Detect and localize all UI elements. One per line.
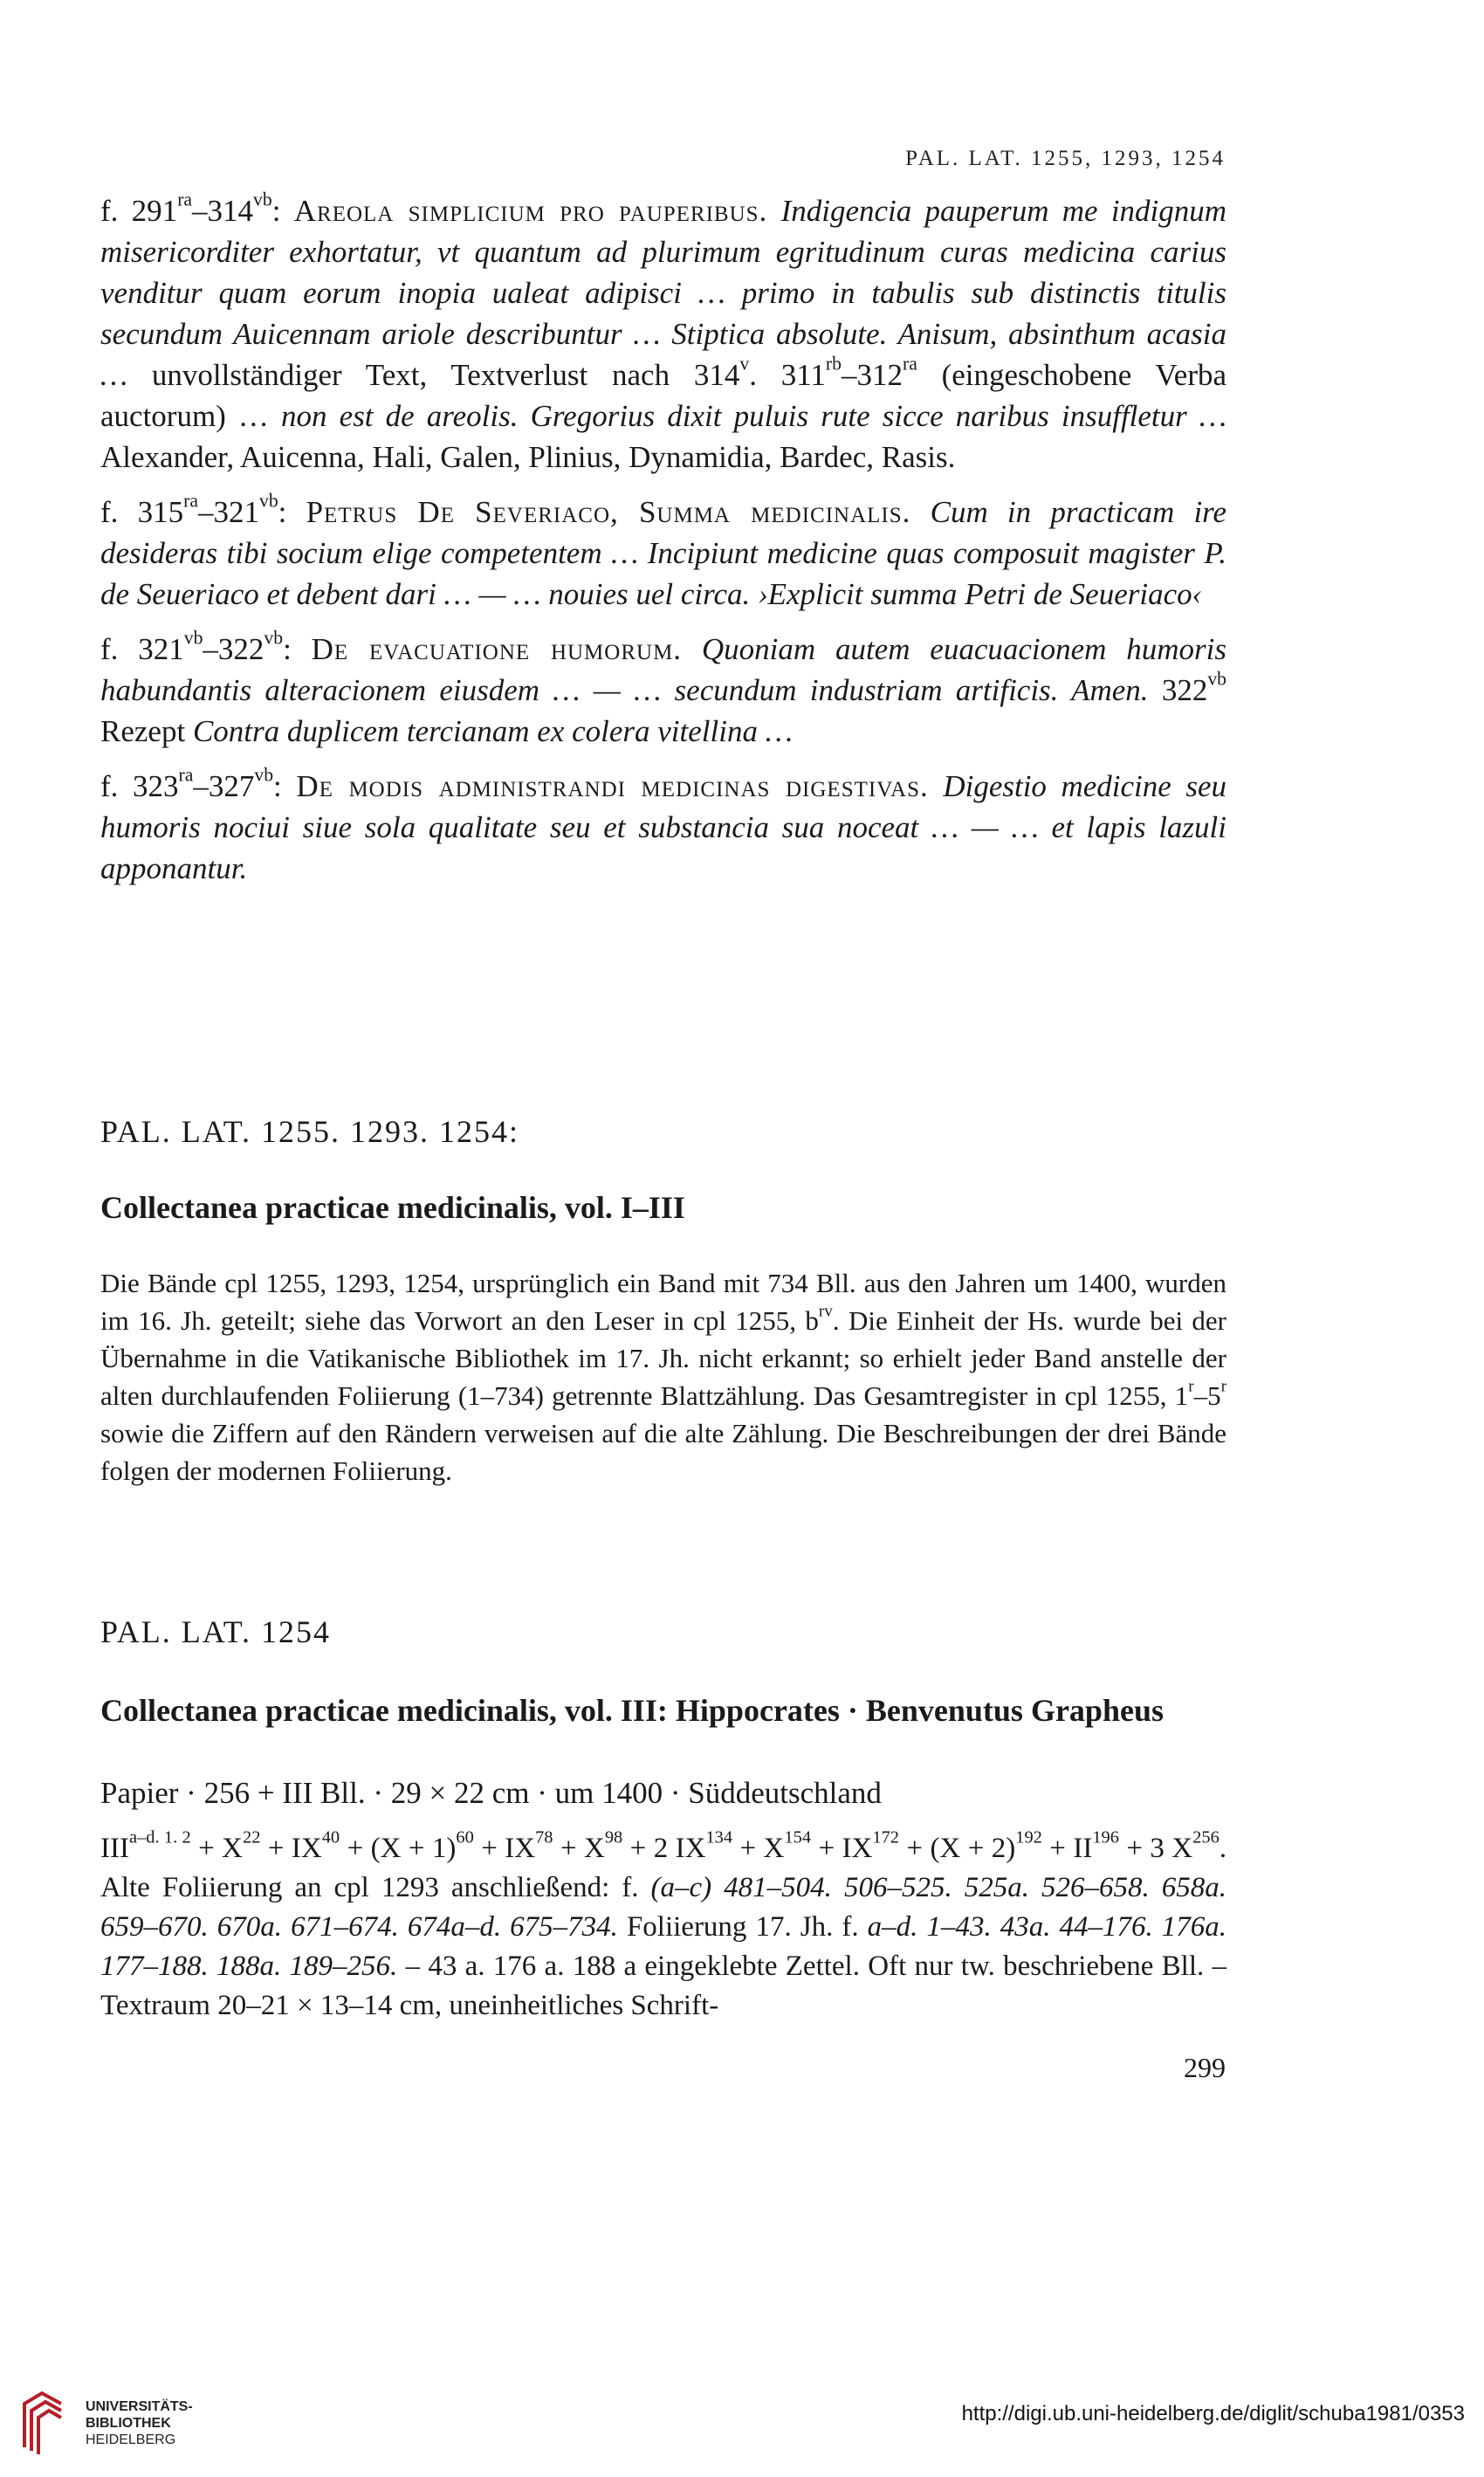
entry-title: De evacuatione humorum. — [311, 632, 683, 666]
folio-ref: f. $323^{ra}-327^{vb}$: — [100, 764, 282, 803]
folio-ref: f. $291^{ra}-314^{vb}$: — [100, 189, 281, 228]
entry-digestivas — [100, 766, 1226, 889]
page-number: 299 — [1184, 2052, 1226, 2083]
incipit-text: Digestio medicine seu humoris nociui siue sola qualitate seu et substancia sua noceat … — … et lapis lazuli apponantur. — [100, 769, 1227, 885]
incipit-text: Indigencia pauperum me indignum misericorditer exhortatur, vt quantum ad plurimum egritudinum curas medicina carius venditur quam eorum inopia ualeat adipisci … primo in tabulis sub distinctis titulis secundum Auicennam ariole describuntur … Stiptica absolute. Anisum, absinthum acasia … — [100, 194, 1227, 392]
entry-severiaco — [100, 492, 1226, 615]
collation-text: $III^{a-d. 1. 2} + X^{22} + IX^{40} + (X + 1)^{60} + IX^{78} + X^{98} + 2$ $IX^{134} + X^{154} + IX^{172} + (X + 2)^{192} + II^{196} + 3$ $X^{256}$. Alte Foliierung an cpl 1293 anschließend: f. (a–c) 481–504. 506–525. 525a. 526–658. 658a. 659–670. 670a. 671–674. 674a–d. 675–734. Foliierung 17. Jh. f. a–d. 1–43. 43a. 44–176. 176a. 177–188. 188a. 189–256. – 43 a. 176 a. 188 a eingeklebte Zettel. Oft nur tw. beschriebene Bll. – Textraum 20–21 × 13–14 cm, uneinheitliches Schrift- — [100, 1827, 1227, 2021]
entry-evacuatione: f. $321^{vb}-322^{vb}$: De evacuatione humorum. Quoniam autem euacuacionem humoris habundantis alteracionem eiusdem … — … secundum industriam artificis. Amen. $322^{vb}$ Rezept Contra duplicem tercianam ex colera vitellina … — [100, 627, 1227, 748]
incipit-text: Quoniam autem euacuacionem humoris habundantis alteracionem eiusdem … — … secundum industriam artificis. Amen. — [100, 632, 1226, 707]
footer-bar — [0, 2370, 1484, 2477]
entries-block — [100, 190, 1226, 903]
physical-description: Papier · 256 + III Bll. · 29 × 22 cm · um 1400 · Süddeutschland — [100, 1776, 882, 1810]
entry-title: De modis administrandi medicinas digestivas. — [296, 769, 929, 803]
library-logo-icon — [16, 2386, 70, 2456]
section-title-hippocrates: Collectanea practicae medicinalis, vol. III: Hippocrates · Benvenutus Grapheus — [100, 1693, 1164, 1728]
intro-paragraph: Die Bände cpl 1255, 1293, 1254, ursprünglich ein Band mit 734 Bll. aus den Jahren um 1400, wurden im 16. Jh. geteilt; siehe das Vorwort an den Leser in cpl 1255, $b^{rv}$. Die Einheit der Hs. wurde bei der Übernahme in die Vatikanische Bibliothek im 17. Jh. nicht erkannt; so erhielt jeder Band anstelle der alten durchlaufenden Foliierung (1–734) getrennte Blattzählung. Das Gesamtregister in cpl 1255, 1$^r$–5$^r$ sowie die Ziffern auf den Rändern verweisen auf die alte Zählung. Die Beschreibungen der drei Bände folgen der modernen Foliierung. — [100, 1268, 1226, 1486]
incipit-text: Cum in practicam ire desideras tibi socium elige competentem … Incipiunt medicine quas composuit magister P. de Seueriaco et debent dari … — … nouies uel circa. ›Explicit summa Petri de Seueriaco‹ — [100, 495, 1227, 611]
section-title-collectanea: Collectanea practicae medicinalis, vol. I–III — [100, 1190, 685, 1225]
folio-ref: f. $315^{ra}-321^{vb}$: — [100, 490, 287, 529]
section-heading-1254: PAL. LAT. 1254 — [100, 1614, 332, 1649]
entry-areola: f. $291^{ra}-314^{vb}$: Areola simplicium pro pauperibus. Indigencia pauperum me indignum misericorditer exhortatur, vt quantum ad plurimum egritudinum curas medicina carius venditur quam eorum inopia ualeat adipisci … primo in tabulis sub distinctis titulis secundum Auicennam ariole describuntur … Stiptica absolute. Anisum, absinthum acasia … unvollständiger Text, Textverlust nach 314$^v$. $311^{rb}-312^{ra}$ (eingeschobene Verba auctorum) … non est de areolis. Gregorius dixit puluis rute sicce naribus insuffletur … Alexander, Auicenna, Hali, Galen, Plinius, Dynamidia, Bardec, Rasis. — [100, 189, 1227, 474]
running-head: PAL. LAT. 1255, 1293, 1254 — [905, 147, 1226, 170]
source-url-link[interactable]: http://digi.ub.uni-heidelberg.de/diglit/schuba1981/0353 — [961, 2402, 1465, 2425]
library-name: UNIVERSITÄTS- BIBLIOTHEK HEIDELBERG — [86, 2399, 193, 2447]
section-heading-1255: PAL. LAT. 1255. 1293. 1254: — [100, 1114, 520, 1149]
entry-title: Petrus De Severiaco, Summa medicinalis. — [306, 495, 911, 529]
entry-title: Areola simplicium pro pauperibus. — [293, 194, 768, 228]
folio-ref: f. $321^{vb}-322^{vb}$: — [100, 627, 292, 666]
